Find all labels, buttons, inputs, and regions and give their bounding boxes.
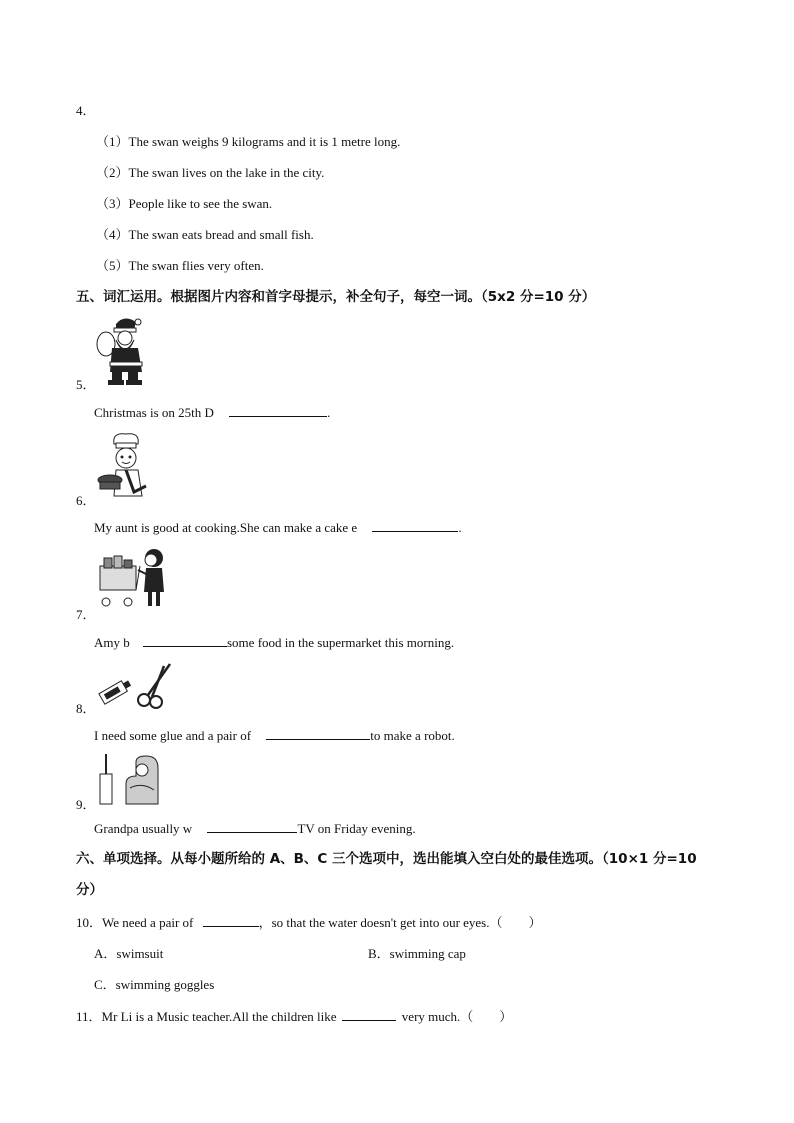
q4-statement-2: （2）The swan lives on the lake in the city. xyxy=(96,165,325,180)
q7-text-before: Amy b xyxy=(94,635,130,650)
q7-text-after: some food in the supermarket this morning. xyxy=(227,635,455,650)
section-6-heading: 六、单项选择。从每小题所给的 A、B、C 三个选项中，选出能填入空白处的最佳选项。（10×1 分=10 xyxy=(76,851,697,867)
question-9-sentence xyxy=(94,820,416,837)
q4-statement-3: （3）People like to see the swan. xyxy=(96,196,273,211)
question-7-number: 7． xyxy=(76,607,96,622)
q11-text-before: Mr Li is a Music teacher.All the children like xyxy=(101,1009,337,1024)
question-4-number: 4． xyxy=(76,103,96,118)
q8-text-before: I need some glue and a pair of xyxy=(94,728,252,743)
q9-text-before: Grandpa usually w xyxy=(94,821,193,836)
glue-and-scissors-icon xyxy=(96,660,176,710)
q8-answer-blank[interactable] xyxy=(266,727,370,740)
q5-answer-blank[interactable] xyxy=(229,404,327,417)
question-5-number: 5． xyxy=(76,377,96,392)
question-10 xyxy=(76,914,542,931)
q7-answer-blank[interactable] xyxy=(143,634,227,647)
question-6-sentence xyxy=(94,519,462,536)
question-6-number: 6． xyxy=(76,493,96,508)
q10-option-c[interactable]: C．swimming goggles xyxy=(94,977,215,992)
q10-answer-blank[interactable] xyxy=(203,914,259,927)
q10-option-b[interactable]: B．swimming cap xyxy=(368,946,466,961)
question-8-number: 8． xyxy=(76,701,96,716)
q8-text-after: to make a robot. xyxy=(370,728,455,743)
question-9-number: 9． xyxy=(76,797,96,812)
q5-text-before: Christmas is on 25th D xyxy=(94,405,214,420)
question-8-sentence xyxy=(94,727,455,744)
q9-answer-blank[interactable] xyxy=(207,820,297,833)
question-7-sentence xyxy=(94,634,454,651)
q4-statement-1: （1）The swan weighs 9 kilograms and it is 1 metre long. xyxy=(96,134,401,149)
q11-text-after: very much.（ ） xyxy=(401,1009,513,1024)
q6-text-after: . xyxy=(458,520,462,535)
q11-number: 11． xyxy=(76,1009,102,1024)
q6-text-before: My aunt is good at cooking.She can make a cake e xyxy=(94,520,358,535)
chef-with-cake-icon xyxy=(96,430,156,502)
section-6-heading-continued: 分） xyxy=(76,882,103,898)
q11-answer-blank[interactable] xyxy=(342,1008,396,1021)
q4-statement-5: （5）The swan flies very often. xyxy=(96,258,264,273)
q6-answer-blank[interactable] xyxy=(372,519,458,532)
question-5-sentence xyxy=(94,404,330,421)
q10-option-a[interactable]: A．swimsuit xyxy=(94,946,164,961)
q4-statement-4: （4）The swan eats bread and small fish. xyxy=(96,227,314,242)
santa-claus-icon xyxy=(94,314,154,386)
q10-number: 10． xyxy=(76,915,103,930)
q10-text-before: We need a pair of xyxy=(102,915,194,930)
q9-text-after: TV on Friday evening. xyxy=(297,821,416,836)
q10-text-after: ，so that the water doesn't get into our eyes.（ ） xyxy=(258,915,542,930)
section-5-heading: 五、词汇运用。根据图片内容和首字母提示，补全句子，每空一词。（5x2 分=10 分） xyxy=(76,289,596,305)
tv-and-armchair-icon xyxy=(96,752,166,808)
q5-text-after: . xyxy=(327,405,331,420)
question-11 xyxy=(76,1008,512,1025)
girl-shopping-cart-icon xyxy=(96,546,170,614)
